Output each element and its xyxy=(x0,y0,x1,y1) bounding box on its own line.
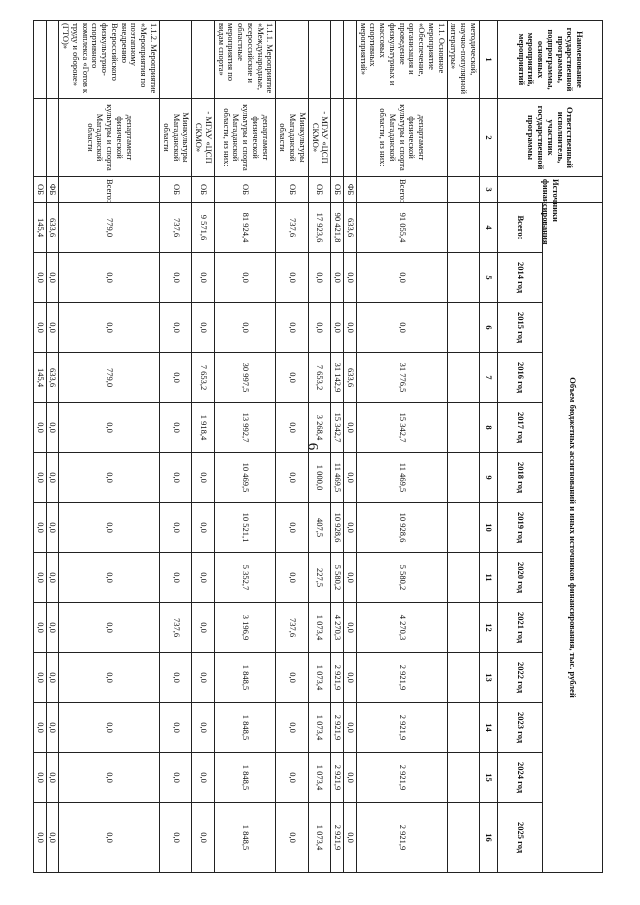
row-executor xyxy=(33,99,46,177)
header-year: 2014 год xyxy=(498,253,543,303)
table-row xyxy=(214,21,276,873)
row-value: 0,0 xyxy=(160,453,192,503)
table-header xyxy=(480,21,603,873)
table-row xyxy=(276,21,308,873)
row-source xyxy=(447,177,479,203)
row-value: 0,0 xyxy=(214,303,276,353)
row-value: 91 055,4 xyxy=(356,203,447,253)
row-value xyxy=(447,603,479,653)
column-number: 3 xyxy=(480,177,498,203)
row-value: 0,0 xyxy=(344,453,357,503)
row-value: 1 918,4 xyxy=(192,403,215,453)
row-value: 0,0 xyxy=(59,653,160,703)
row-value: 3 268,4 xyxy=(308,403,331,453)
row-value: 0,0 xyxy=(344,603,357,653)
row-value xyxy=(447,303,479,353)
header-name: Наименование государственной программы, подпрограммы, основных мероприятий, мероприятий xyxy=(498,21,603,99)
row-executor: департамент физической культуры и спорта Магаданской области, из них: xyxy=(214,99,276,177)
row-value: 0,0 xyxy=(33,403,46,453)
row-value: 0,0 xyxy=(276,453,308,503)
row-value: 5 352,7 xyxy=(214,553,276,603)
row-value: 0,0 xyxy=(160,653,192,703)
row-value: 1 000,0 xyxy=(308,453,331,503)
row-value: 1 073,4 xyxy=(308,803,331,873)
row-value: 0,0 xyxy=(276,703,308,753)
table-row xyxy=(33,21,46,873)
row-value: 633,6 xyxy=(46,203,59,253)
row-value: 0,0 xyxy=(331,253,344,303)
row-value: 2 921,9 xyxy=(331,653,344,703)
table-row xyxy=(192,21,215,873)
row-value: 7 653,2 xyxy=(192,353,215,403)
column-number: 9 xyxy=(480,453,498,503)
row-value: 0,0 xyxy=(33,803,46,873)
row-executor: департамент физической культуры и спорта Магаданской области, из них: xyxy=(356,99,447,177)
header-total: Всего: xyxy=(498,203,543,253)
table-row xyxy=(46,21,59,873)
row-value: 0,0 xyxy=(276,353,308,403)
rotated-table-wrapper xyxy=(35,20,603,872)
row-value: 0,0 xyxy=(46,553,59,603)
row-value: 0,0 xyxy=(46,653,59,703)
row-value: 5 580,2 xyxy=(331,553,344,603)
header-executor: Ответственный исполнитель, участник государственной программы xyxy=(498,99,603,177)
table-row xyxy=(331,21,344,873)
row-executor: - МГАУ «ЦСП СКМО» xyxy=(308,99,331,177)
table-row xyxy=(344,21,357,873)
row-source: ОБ xyxy=(276,177,308,203)
header-year: 2015 год xyxy=(498,303,543,353)
row-value: 0,0 xyxy=(59,553,160,603)
row-value: 10 928,6 xyxy=(356,503,447,553)
row-value: 4 270,3 xyxy=(331,603,344,653)
row-executor xyxy=(46,99,59,177)
row-value: 0,0 xyxy=(192,253,215,303)
row-name xyxy=(344,21,357,99)
row-source: ОБ xyxy=(33,177,46,203)
row-executor xyxy=(331,99,344,177)
row-value xyxy=(447,553,479,603)
row-value: 0,0 xyxy=(33,703,46,753)
row-value: 7 653,2 xyxy=(308,353,331,403)
row-value: 779,0 xyxy=(59,203,160,253)
column-number: 2 xyxy=(480,99,498,177)
table-row xyxy=(160,21,192,873)
row-value: 0,0 xyxy=(192,803,215,873)
row-value: 737,6 xyxy=(160,603,192,653)
column-number: 14 xyxy=(480,703,498,753)
row-value: 737,6 xyxy=(276,603,308,653)
row-value: 0,0 xyxy=(46,803,59,873)
row-value: 0,0 xyxy=(344,653,357,703)
column-number: 15 xyxy=(480,753,498,803)
row-value: 1 848,5 xyxy=(214,653,276,703)
row-source: ОБ xyxy=(331,177,344,203)
row-value xyxy=(447,403,479,453)
row-value: 10 469,5 xyxy=(214,453,276,503)
row-value: 0,0 xyxy=(33,253,46,303)
row-value: 0,0 xyxy=(192,303,215,353)
row-value: 145,4 xyxy=(33,203,46,253)
row-value xyxy=(447,353,479,403)
row-value: 0,0 xyxy=(59,453,160,503)
row-value: 81 924,4 xyxy=(214,203,276,253)
row-value: 2 921,9 xyxy=(356,803,447,873)
row-value: 0,0 xyxy=(276,253,308,303)
row-value: 17 923,6 xyxy=(308,203,331,253)
column-number: 7 xyxy=(480,353,498,403)
row-value: 0,0 xyxy=(46,303,59,353)
row-value: 11 469,5 xyxy=(331,453,344,503)
row-value xyxy=(447,753,479,803)
row-value: 0,0 xyxy=(46,253,59,303)
row-executor xyxy=(447,99,479,177)
row-value: 2 921,9 xyxy=(331,803,344,873)
row-executor: Минкультуры Магаданской области xyxy=(276,99,308,177)
column-number: 4 xyxy=(480,203,498,253)
row-value: 0,0 xyxy=(192,653,215,703)
row-value: 3 196,9 xyxy=(214,603,276,653)
row-value: 0,0 xyxy=(33,653,46,703)
row-value: 0,0 xyxy=(59,503,160,553)
row-value xyxy=(447,253,479,303)
row-value: 0,0 xyxy=(33,503,46,553)
row-value: 11 469,5 xyxy=(356,453,447,503)
row-value: 0,0 xyxy=(46,403,59,453)
row-value: 0,0 xyxy=(344,403,357,453)
table-body xyxy=(33,21,479,873)
column-number: 13 xyxy=(480,653,498,703)
header-year: 2023 год xyxy=(498,703,543,753)
header-year: 2016 год xyxy=(498,353,543,403)
row-value: 0,0 xyxy=(59,403,160,453)
column-number: 5 xyxy=(480,253,498,303)
row-value xyxy=(447,453,479,503)
row-value: 0,0 xyxy=(59,803,160,873)
row-value: 227,5 xyxy=(308,553,331,603)
row-value: 0,0 xyxy=(308,303,331,353)
row-value: 0,0 xyxy=(192,753,215,803)
row-value: 0,0 xyxy=(59,253,160,303)
row-value: 0,0 xyxy=(344,503,357,553)
row-source: ОБ xyxy=(192,177,215,203)
row-value: 15 342,7 xyxy=(331,403,344,453)
row-value: 0,0 xyxy=(276,803,308,873)
row-name xyxy=(160,21,192,99)
row-source: Всего: xyxy=(59,177,160,203)
row-value: 0,0 xyxy=(160,403,192,453)
row-value: 4 270,3 xyxy=(356,603,447,653)
row-value: 0,0 xyxy=(276,503,308,553)
row-value: 10 928,6 xyxy=(331,503,344,553)
header-source: Источники финансирования xyxy=(498,177,603,203)
table-row xyxy=(59,21,160,873)
column-number-row xyxy=(480,21,498,873)
row-value: 633,6 xyxy=(46,353,59,403)
row-value: 0,0 xyxy=(214,253,276,303)
row-value: 0,0 xyxy=(356,303,447,353)
row-source: ОБ xyxy=(214,177,276,203)
row-value: 0,0 xyxy=(276,653,308,703)
row-executor: Минкультуры Магаданской области xyxy=(160,99,192,177)
row-name xyxy=(308,21,331,99)
row-value: 0,0 xyxy=(308,253,331,303)
row-value: 0,0 xyxy=(33,453,46,503)
row-value: 0,0 xyxy=(344,753,357,803)
row-executor: департамент физической культуры и спорта Магаданской области xyxy=(59,99,160,177)
row-value: 0,0 xyxy=(192,503,215,553)
row-value: 0,0 xyxy=(160,503,192,553)
row-value xyxy=(447,203,479,253)
row-value: 407,5 xyxy=(308,503,331,553)
row-value: 1 848,5 xyxy=(214,803,276,873)
row-value: 1 073,4 xyxy=(308,653,331,703)
row-source: Всего: xyxy=(356,177,447,203)
row-executor xyxy=(344,99,357,177)
header-year: 2017 год xyxy=(498,403,543,453)
row-value: 633,6 xyxy=(344,353,357,403)
header-year: 2019 год xyxy=(498,503,543,553)
row-value: 15 342,7 xyxy=(356,403,447,453)
row-source: ОБ xyxy=(308,177,331,203)
row-value: 145,4 xyxy=(33,353,46,403)
row-value: 0,0 xyxy=(192,453,215,503)
row-name: 1.1. Основное мероприятие «Обеспечение, организация и проведение физкультурных и массовых спортивных мероприятий» xyxy=(356,21,447,99)
row-value: 90 421,8 xyxy=(331,203,344,253)
row-value: 2 921,9 xyxy=(331,703,344,753)
row-value: 0,0 xyxy=(59,703,160,753)
row-value: 0,0 xyxy=(160,253,192,303)
row-value: 633,6 xyxy=(344,203,357,253)
row-value: 2 921,9 xyxy=(356,753,447,803)
row-value: 0,0 xyxy=(331,303,344,353)
table-row xyxy=(447,21,479,873)
row-value: 0,0 xyxy=(46,703,59,753)
row-source: ФБ xyxy=(46,177,59,203)
header-volume: Объем бюджетных ассигнований и иных источников финансирования, тыс. рублей xyxy=(543,203,603,873)
row-value: 2 921,9 xyxy=(331,753,344,803)
header-year: 2024 год xyxy=(498,753,543,803)
column-number: 6 xyxy=(480,303,498,353)
row-value: 0,0 xyxy=(33,603,46,653)
row-value: 0,0 xyxy=(356,253,447,303)
row-value: 0,0 xyxy=(344,253,357,303)
budget-table xyxy=(33,20,603,873)
row-name xyxy=(276,21,308,99)
row-value: 13 992,7 xyxy=(214,403,276,453)
row-name xyxy=(33,21,46,99)
row-name xyxy=(46,21,59,99)
row-value: 0,0 xyxy=(59,303,160,353)
row-value: 0,0 xyxy=(344,553,357,603)
column-number: 1 xyxy=(480,21,498,99)
row-value: 0,0 xyxy=(160,353,192,403)
row-source: ФБ xyxy=(344,177,357,203)
row-value: 0,0 xyxy=(160,803,192,873)
row-value: 9 571,6 xyxy=(192,203,215,253)
row-value: 31 776,5 xyxy=(356,353,447,403)
row-value xyxy=(447,803,479,873)
row-value: 0,0 xyxy=(59,603,160,653)
row-value: 0,0 xyxy=(160,303,192,353)
row-value: 0,0 xyxy=(46,453,59,503)
row-name: методической, научно-популярной литературы» xyxy=(447,21,479,99)
column-number: 16 xyxy=(480,803,498,873)
row-value: 10 521,1 xyxy=(214,503,276,553)
row-value: 0,0 xyxy=(344,303,357,353)
row-value: 0,0 xyxy=(46,753,59,803)
row-value: 0,0 xyxy=(46,603,59,653)
row-value xyxy=(447,653,479,703)
row-value: 30 997,5 xyxy=(214,353,276,403)
row-value: 5 580,2 xyxy=(356,553,447,603)
row-name: 1.1.2. Мероприятие «Мероприятия по поэтапному внедрению Всероссийского физкультурно-спортивного комплекса «Готов к труду и обороне» (ГТО)» xyxy=(59,21,160,99)
row-value: 0,0 xyxy=(33,303,46,353)
header-year: 2018 год xyxy=(498,453,543,503)
row-value: 737,6 xyxy=(160,203,192,253)
row-value: 0,0 xyxy=(46,503,59,553)
row-value: 31 142,9 xyxy=(331,353,344,403)
row-name xyxy=(331,21,344,99)
row-value: 0,0 xyxy=(33,753,46,803)
row-value xyxy=(447,503,479,553)
row-value: 0,0 xyxy=(276,753,308,803)
row-value: 1 848,5 xyxy=(214,753,276,803)
row-value: 0,0 xyxy=(192,603,215,653)
row-value: 0,0 xyxy=(344,803,357,873)
header-year: 2021 год xyxy=(498,603,543,653)
row-value: 2 921,9 xyxy=(356,653,447,703)
row-value: 0,0 xyxy=(59,753,160,803)
column-number: 11 xyxy=(480,553,498,603)
row-value: 0,0 xyxy=(276,403,308,453)
row-value: 0,0 xyxy=(160,753,192,803)
header-year: 2020 год xyxy=(498,553,543,603)
row-value: 779,0 xyxy=(59,353,160,403)
row-value: 1 848,5 xyxy=(214,703,276,753)
row-value: 0,0 xyxy=(192,553,215,603)
page-number: 6 xyxy=(304,442,321,451)
row-value: 2 921,9 xyxy=(356,703,447,753)
column-number: 12 xyxy=(480,603,498,653)
header-year: 2022 год xyxy=(498,653,543,703)
row-value: 0,0 xyxy=(344,703,357,753)
table-row xyxy=(308,21,331,873)
row-source: ОБ xyxy=(160,177,192,203)
row-executor: - МГАУ «ЦСП СКМО» xyxy=(192,99,215,177)
row-value: 0,0 xyxy=(192,703,215,753)
row-name xyxy=(192,21,215,99)
table-row xyxy=(356,21,447,873)
row-value: 0,0 xyxy=(160,703,192,753)
row-value: 1 073,4 xyxy=(308,703,331,753)
row-name: 1.1.1. Мероприятие «Международные, всероссийские и областные мероприятия по видам спорта» xyxy=(214,21,276,99)
row-value: 1 073,4 xyxy=(308,753,331,803)
column-number: 8 xyxy=(480,403,498,453)
row-value: 0,0 xyxy=(276,553,308,603)
row-value: 737,6 xyxy=(276,203,308,253)
row-value: 0,0 xyxy=(33,553,46,603)
row-value: 0,0 xyxy=(160,553,192,603)
header-year: 2025 год xyxy=(498,803,543,873)
column-number: 10 xyxy=(480,503,498,553)
row-value: 1 073,4 xyxy=(308,603,331,653)
row-value: 0,0 xyxy=(276,303,308,353)
row-value xyxy=(447,703,479,753)
